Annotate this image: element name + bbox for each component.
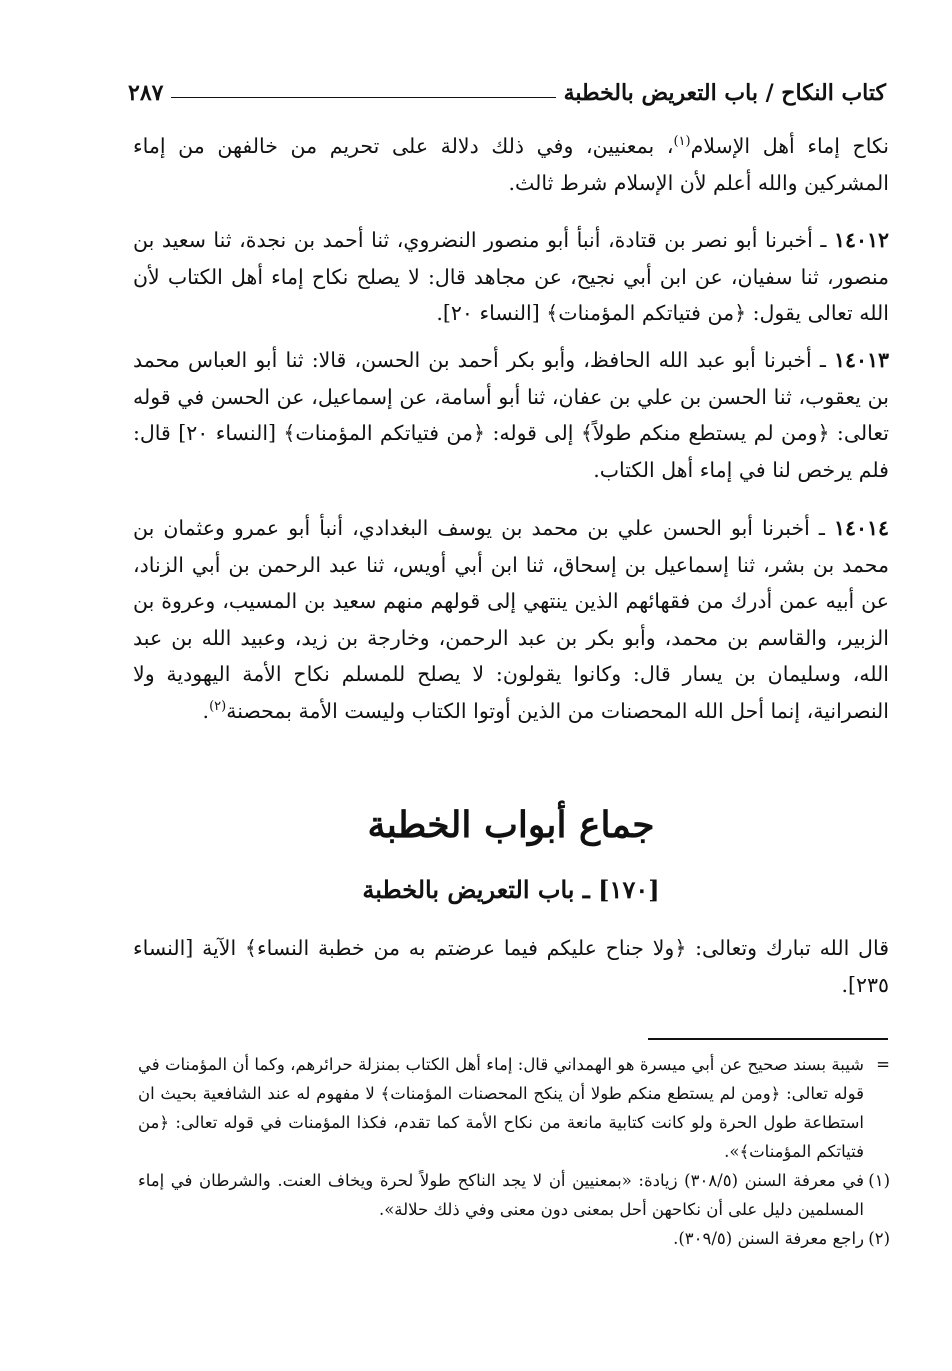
footnote-text: راجع معرفة السنن (٣٠٩/٥). — [673, 1229, 864, 1248]
paragraph-text: ، بمعنيين، وفي ذلك دلالة على تحريم من خالفهن من إماء المشركين والله أعلم لأن الإسلام شرط ثالث. — [133, 134, 889, 195]
footnote-separator — [648, 1038, 888, 1040]
chapter-title: [١٧٠] ـ باب التعريض بالخطبة — [362, 875, 660, 904]
footnote-ref-2[interactable]: (٢) — [209, 698, 227, 714]
section-title: جماع أبواب الخطبة — [367, 804, 655, 846]
paragraph-text: نكاح إماء أهل الإسلام — [690, 134, 890, 158]
footnote-text: شيبة بسند صحيح عن أبي ميسرة هو الهمداني قال: إماء أهل الكتاب بمنزلة حرائرهم، وكما أن المؤمنات في قوله تعالى: ﴿ومن لم يستطع منكم طولا أن ينكح المحصنات المؤمنات﴾ لا مفهوم له عند الشافعية بحيث ان استطاعة طول الحرة ولو كانت كتابية مانعة من نكاح الأمة كما تقدم، فكذا المؤمنات في قوله تعالى: ﴿من فتياتكم المؤمنات﴾». — [138, 1055, 864, 1161]
footnote-1 — [138, 1166, 890, 1224]
hadith-number: ١٤٠١٤ — [833, 516, 889, 540]
running-header — [128, 64, 886, 104]
hadith-14013 — [133, 342, 889, 488]
hadith-number: ١٤٠١٢ — [833, 228, 889, 252]
footnote-2 — [138, 1224, 890, 1253]
paragraph-continuation — [133, 128, 889, 201]
footnote-text: في معرفة السنن (٣٠٨/٥) زيادة: «بمعنيين أن لا يجد الناكح طولاً لحرة ويخاف العنت. والشرطان في إماء المسلمين دليل على أن نكاحهن أحل بمعنى دون معنى وفي ذلك حلالة». — [138, 1171, 864, 1219]
footnote-mark: (١) — [868, 1171, 890, 1190]
footnote-ref-1[interactable]: (١) — [673, 134, 691, 150]
footnotes — [138, 1050, 890, 1253]
running-header-title: كتاب النكاح / باب التعريض بالخطبة — [563, 80, 886, 106]
hadith-14012 — [133, 222, 889, 332]
continuation-mark: = — [876, 1055, 890, 1074]
hadith-end: . — [202, 698, 210, 723]
hadith-text: ـ أخبرنا أبو عبد الله الحافظ، وأبو بكر أحمد بن الحسن، قالا: ثنا أبو العباس محمد بن يعقوب، ثنا الحسن بن علي بن عفان، ثنا أبو أسامة، عن إسماعيل، عن الحسن في قوله تعالى: ﴿ومن لم يستطع منكم طولاً﴾ إلى قوله: ﴿من فتياتكم المؤمنات﴾ [النساء ٢٠] قال: فلم يرخص لنا في إماء أهل الكتاب. — [133, 348, 889, 482]
hadith-14014 — [133, 510, 889, 729]
footnote-mark: (٢) — [868, 1229, 890, 1248]
paragraph-text: قال الله تبارك وتعالى: ﴿ولا جناح عليكم فيما عرضتم به من خطبة النساء﴾ الآية [النساء ٢٣٥]. — [133, 936, 889, 997]
hadith-text: ـ أخبرنا أبو نصر بن قتادة، أنبأ أبو منصور النضروي، ثنا أحمد بن نجدة، ثنا سعيد بن منصور، ثنا سفيان، عن ابن أبي نجيح، عن مجاهد قال: لا يصلح نكاح إماء أهل الكتاب لأن الله تعالى يقول: ﴿من فتياتكم المؤمنات﴾ [النساء ٢٠]. — [133, 228, 889, 325]
hadith-number: ١٤٠١٣ — [833, 348, 889, 372]
page-number: ٢٨٧ — [128, 80, 164, 106]
footnote-continuation — [138, 1050, 890, 1166]
hadith-text: ـ أخبرنا أبو الحسن علي بن محمد بن يوسف البغدادي، أنبأ أبو عمرو وعثمان بن محمد بن بشر، ثنا إسماعيل بن إسحاق، ثنا ابن أبي أويس، ثنا عبد الرحمن بن أبي الزناد، عن أبيه عمن أدرك من فقهائهم الذين ينتهي إلى قولهم منهم سعيد بن المسيب، وعروة بن الزبير، والقاسم بن محمد، وأبو بكر بن عبد الرحمن، وخارجة بن زيد، وعبيد الله بن عبد الله، وسليمان بن يسار قال: وكانوا يقولون: لا يصلح للمسلم نكاح الأمة اليهودية ولا النصرانية، إنما أحل الله المحصنات من الذين أوتوا الكتاب وليست الأمة بمحصنة — [133, 516, 889, 723]
header-rule — [171, 97, 555, 98]
quran-quote-paragraph — [133, 930, 889, 1003]
